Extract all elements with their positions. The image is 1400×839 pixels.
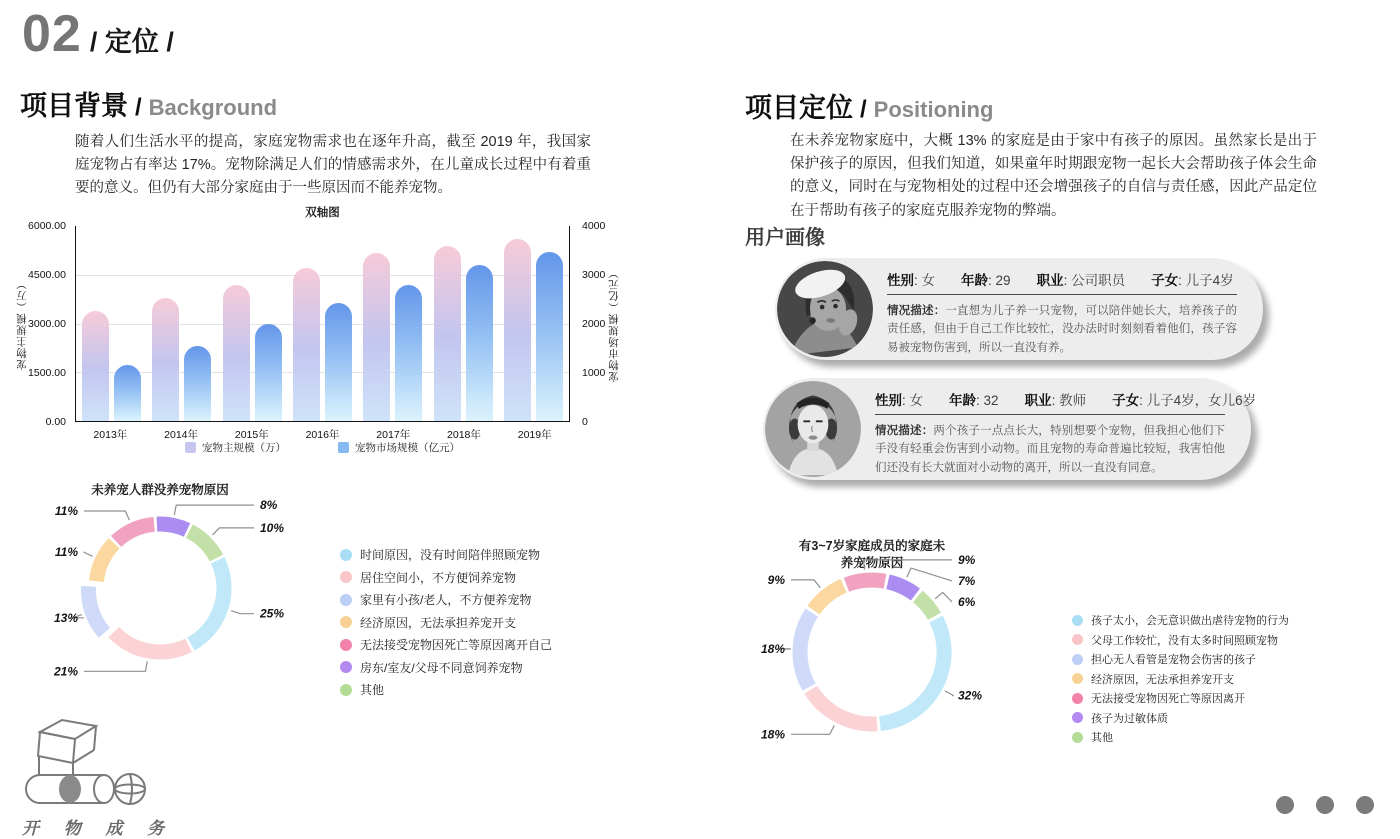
pie1-legend xyxy=(340,546,552,698)
pie-slice xyxy=(918,596,935,616)
persona-desc-label: 情况描述： xyxy=(887,305,946,317)
legend-label: 家里有小孩/老人，不方便养宠物 xyxy=(360,593,532,607)
avatar-woman-beret-illustration xyxy=(777,261,873,357)
legend-dot xyxy=(340,639,352,651)
persona-field-value: 32 xyxy=(983,393,999,408)
pie-slice xyxy=(800,613,812,688)
legend-dot xyxy=(340,549,352,561)
pie-leader-line xyxy=(945,691,954,696)
slide-header xyxy=(22,4,174,64)
pie-leader-line xyxy=(935,592,952,602)
persona-field-colon: : xyxy=(1051,393,1060,408)
persona-field xyxy=(887,269,935,289)
persona-card xyxy=(775,258,1263,360)
legend-label: 房东/室友/父母不同意饲养宠物 xyxy=(360,660,523,675)
y-axis-tick: 3000.00 xyxy=(28,318,66,330)
persona-field-value: 女 xyxy=(909,393,924,408)
background-heading-en: Background xyxy=(148,95,278,120)
bar-pet-market-scale xyxy=(114,365,141,421)
page-dot[interactable] xyxy=(1356,796,1374,814)
pie-leader-line xyxy=(791,725,834,734)
bar-groups xyxy=(76,226,569,421)
legend-item xyxy=(1072,651,1289,667)
persona-field-value: 29 xyxy=(995,273,1011,288)
bar-pet-market-scale xyxy=(184,346,211,421)
background-heading-zh: 项目背景 xyxy=(20,91,128,121)
persona-field-label: 性别 xyxy=(875,393,902,408)
y-axis-tick: 0 xyxy=(582,416,588,428)
page-dot[interactable] xyxy=(1316,796,1334,814)
page-dot[interactable] xyxy=(1276,796,1294,814)
legend-dot xyxy=(340,571,352,583)
avatar xyxy=(777,261,873,357)
persona-field-label: 年龄 xyxy=(961,273,989,288)
persona-fields xyxy=(887,269,1237,295)
pie-slice xyxy=(814,586,844,610)
persona-field-label: 子女 xyxy=(1151,273,1179,288)
bar-group xyxy=(146,226,216,421)
persona-content xyxy=(875,378,1257,477)
legend-dot xyxy=(1072,673,1083,684)
bar-pet-owner-scale xyxy=(293,268,320,421)
persona-desc-text: 一直想为儿子养一只宠物，可以陪伴她长大，培养孩子的责任感，但由于自己工作比较忙，没办法时时刻刻看着他们，孩子容易被宠物伤害到，所以一直没有养。 xyxy=(887,305,1238,354)
bar-pet-market-scale xyxy=(325,303,352,421)
background-paragraph: 随着人们生活水平的提高，家庭宠物需求也在逐年升高，截至 2019 年，我国家庭宠物占有率达 17%。宠物除满足人们的情感需求外，在儿童成长过程中有着重要的意义。但仍有大部分家庭由于一些原因而不能养宠物。 xyxy=(75,134,591,197)
pie-percent-label: 18% xyxy=(760,641,785,656)
persona-field xyxy=(949,389,999,409)
pie-percent-label: 9% xyxy=(958,552,976,567)
pie-leader-line xyxy=(231,611,254,614)
bar-group xyxy=(76,226,146,421)
pie-leader-line xyxy=(864,560,952,570)
pie-percent-label: 8% xyxy=(260,498,278,513)
company-logo xyxy=(18,712,150,812)
y-axis-tick: 4000 xyxy=(582,220,606,232)
legend-dot xyxy=(1072,732,1083,743)
bar-pet-owner-scale xyxy=(434,246,461,421)
bar-chart-plot xyxy=(75,226,570,422)
legend-label: 担心无人看管是宠物会伤害的孩子 xyxy=(1091,654,1256,666)
x-axis-label: 2015年 xyxy=(234,429,269,441)
persona-field-value: 公司职员 xyxy=(1071,273,1126,288)
legend-dot xyxy=(340,684,352,696)
pie-slice xyxy=(880,619,944,724)
legend-dot xyxy=(1072,712,1083,723)
legend-item xyxy=(340,569,552,586)
pie-percent-label: 18% xyxy=(760,727,785,742)
x-axis-label: 2017年 xyxy=(376,429,411,441)
legend-dot xyxy=(1072,615,1083,626)
persona-field xyxy=(1151,269,1234,289)
positioning-heading-en: Positioning xyxy=(873,97,994,122)
bar-group xyxy=(217,226,287,421)
persona-field-value: 儿子4岁，女儿6岁 xyxy=(1146,393,1257,408)
persona-field-colon: : xyxy=(902,393,910,408)
legend-item xyxy=(340,614,552,631)
persona-desc-label: 情况描述： xyxy=(875,425,934,437)
section-number: 02 xyxy=(22,5,82,63)
pie-percent-label: 11% xyxy=(54,545,78,559)
legend-dot xyxy=(1072,634,1083,645)
legend-item xyxy=(340,681,552,698)
persona-field xyxy=(1112,389,1256,409)
pie-slice xyxy=(96,543,114,581)
bar-pet-market-scale xyxy=(395,285,422,421)
pie-chart-families-3-7 xyxy=(705,535,1045,773)
persona-field xyxy=(875,389,923,409)
bar-pet-market-scale xyxy=(255,324,282,422)
avatar-woman-headband-illustration xyxy=(765,381,861,477)
pie2-title-line1: 有3~7岁家庭成员的家庭未 xyxy=(798,539,946,553)
bar-chart-title: 双轴图 xyxy=(305,207,340,219)
legend-label: 经济原因，无法承担养宠开支 xyxy=(1091,673,1234,686)
persona-field-label: 职业 xyxy=(1024,393,1052,408)
persona-field-label: 职业 xyxy=(1036,273,1064,288)
legend-label: 其他 xyxy=(360,683,385,697)
pie2-title-line2: 养宠物原因 xyxy=(840,556,904,570)
persona-field-label: 年龄 xyxy=(949,393,977,408)
persona-field xyxy=(1037,269,1126,289)
persona-fields xyxy=(875,389,1257,415)
legend-label: 其他 xyxy=(1091,732,1113,744)
legend-item xyxy=(340,659,552,676)
y-axis-tick: 0.00 xyxy=(45,416,66,428)
persona-field xyxy=(961,269,1011,289)
x-axis-label: 2014年 xyxy=(164,429,198,441)
pie-percent-label: 6% xyxy=(958,594,976,609)
persona-content xyxy=(887,258,1263,357)
page-dots xyxy=(1276,796,1374,814)
y-axis-tick: 1000 xyxy=(582,367,606,379)
x-axis-label: 2013年 xyxy=(93,429,128,441)
legend-label: 宠物主规模（万） xyxy=(202,442,286,454)
persona-field-colon: : xyxy=(1178,273,1186,288)
pie1-title: 未养宠人群没养宠物原因 xyxy=(91,483,229,497)
legend-item xyxy=(338,440,460,455)
bar-group xyxy=(287,226,357,421)
pie-percent-label: 21% xyxy=(53,664,78,679)
bar-pet-owner-scale xyxy=(82,311,109,422)
x-axis-label: 2019年 xyxy=(517,429,552,441)
background-heading xyxy=(20,84,277,123)
legend-label: 居住空间小，不方便饲养宠物 xyxy=(360,570,517,585)
legend-swatch xyxy=(185,442,196,453)
bar-group xyxy=(358,226,428,421)
legend-label: 无法接受宠物因死亡等原因离开自己 xyxy=(360,638,553,652)
persona-field-label: 性别 xyxy=(887,273,914,288)
pie-percent-label: 13% xyxy=(53,610,78,625)
bar-pet-owner-scale xyxy=(363,253,390,421)
legend-item xyxy=(340,546,552,563)
positioning-paragraph: 在未养宠物家庭中，大概 13% 的家庭是由于家中有孩子的原因。虽然家长是出于保护孩子的原因，但我们知道，如果童年时期跟宠物一起长大会帮助孩子体会生命的意义，同时在与宠物相处的过程中还会增强孩子的自信与责任感，因此产品定位在于帮助有孩子的家庭克服养宠物的弊端。 xyxy=(790,133,1317,219)
bar-pet-owner-scale xyxy=(504,239,531,421)
bar-pet-owner-scale xyxy=(152,298,179,422)
pie-percent-label: 11% xyxy=(54,504,78,518)
positioning-heading xyxy=(745,86,993,125)
persona-desc xyxy=(887,302,1237,357)
legend-dot xyxy=(340,616,352,628)
pie2-svg xyxy=(705,535,1045,773)
pie-slice xyxy=(157,524,187,530)
section-title: / 定位 / xyxy=(89,27,174,57)
bar-pet-market-scale xyxy=(536,252,563,421)
legend-dot xyxy=(340,594,352,606)
legend-dot xyxy=(1072,654,1083,665)
pie-slice xyxy=(811,690,877,724)
persona-field-colon: : xyxy=(976,393,984,408)
pie1-svg xyxy=(15,468,335,703)
heading-separator: / xyxy=(860,96,867,123)
legend-item xyxy=(1072,632,1289,648)
legend-item xyxy=(1072,690,1289,706)
positioning-heading-zh: 项目定位 xyxy=(745,93,853,123)
pie-slice xyxy=(191,560,224,644)
heading-separator: / xyxy=(135,94,142,121)
legend-label: 孩子太小，会无意识做出虐待宠物的行为 xyxy=(1091,615,1289,627)
bar-group xyxy=(499,226,569,421)
pie-percent-label: 9% xyxy=(767,572,785,587)
pie-percent-label: 25% xyxy=(260,606,285,621)
persona-field-value: 女 xyxy=(921,273,936,288)
legend-dot xyxy=(1072,693,1083,704)
legend-item xyxy=(1072,671,1289,687)
persona-field-colon: : xyxy=(1139,393,1147,408)
pie-slice xyxy=(888,582,915,595)
pie-leader-line xyxy=(907,568,952,581)
legend-label: 无法接受宠物因死亡等原因离开 xyxy=(1091,693,1245,705)
legend-label: 孩子为过敏体质 xyxy=(1091,712,1168,725)
legend-label: 经济原因，无法承担养宠开支 xyxy=(360,615,517,630)
legend-item xyxy=(1072,710,1289,726)
y-axis-tick: 3000 xyxy=(582,269,606,281)
legend-item xyxy=(1072,729,1289,745)
bar-group xyxy=(428,226,498,421)
bar-pet-owner-scale xyxy=(223,285,250,422)
y-axis-tick: 4500.00 xyxy=(28,269,66,281)
logo-wordmark: 开 物 成 务 xyxy=(22,819,175,838)
legend-label: 父母工作较忙，没有太多时间照顾宠物 xyxy=(1091,634,1278,647)
legend-item xyxy=(185,440,286,455)
pie-leader-line xyxy=(84,511,129,520)
pie-slice xyxy=(189,531,216,558)
persona-field-colon: : xyxy=(1063,273,1072,288)
x-axis-label: 2016年 xyxy=(305,429,340,441)
legend-item xyxy=(340,636,552,653)
persona-desc xyxy=(875,422,1225,477)
pie-leader-line xyxy=(791,580,820,588)
y-axis-tick: 6000.00 xyxy=(28,220,66,232)
y-axis-left xyxy=(22,220,72,428)
pie-leader-line xyxy=(84,552,93,556)
pie2-legend xyxy=(1072,612,1289,745)
persona-field-value: 儿子4岁 xyxy=(1185,273,1234,288)
bar-chart-legend xyxy=(75,440,570,455)
pie-leader-line xyxy=(212,528,254,535)
personas-heading: 用户画像 xyxy=(745,227,825,249)
left-axis-title: 宠物主规模（万） xyxy=(16,278,28,370)
pie-leader-line xyxy=(84,661,147,671)
pie-chart-no-pet-reasons xyxy=(15,468,335,703)
avatar xyxy=(765,381,861,477)
persona-field-colon: : xyxy=(988,273,996,288)
persona-field-value: 教师 xyxy=(1059,393,1087,408)
legend-item xyxy=(1072,612,1289,628)
legend-dot xyxy=(340,661,352,673)
persona-desc-text: 两个孩子一点点长大，特别想要个宠物，但我担心他们下手没有轻重会伤害到小动物。而且宠物的寿命普遍比较短，我害怕他们还没有长大就面对小动物的离开，所以一直没有同意。 xyxy=(875,425,1226,474)
x-axis-label: 2018年 xyxy=(447,429,481,441)
legend-item xyxy=(340,591,552,608)
pie-slice xyxy=(846,580,885,585)
pie-slice xyxy=(88,586,104,632)
persona-field-colon: : xyxy=(914,273,922,288)
legend-label: 时间原因，没有时间陪伴照顾宠物 xyxy=(360,548,541,562)
pie-percent-label: 7% xyxy=(958,573,976,588)
legend-label: 宠物市场规模（亿元） xyxy=(355,442,460,454)
pie-slice xyxy=(114,632,189,652)
right-axis-title: 宠物市场规模（亿元） xyxy=(608,266,620,382)
pie-leader-line xyxy=(174,505,254,515)
pie-slice xyxy=(116,524,154,541)
persona-card xyxy=(763,378,1257,480)
persona-field xyxy=(1025,389,1087,409)
y-axis-tick: 2000 xyxy=(582,318,606,330)
persona-field-label: 子女 xyxy=(1112,393,1140,408)
pie-percent-label: 32% xyxy=(958,688,983,703)
pie-percent-label: 10% xyxy=(260,520,285,535)
bar-pet-market-scale xyxy=(466,265,493,421)
y-axis-tick: 1500.00 xyxy=(28,367,66,379)
legend-swatch xyxy=(338,442,349,453)
